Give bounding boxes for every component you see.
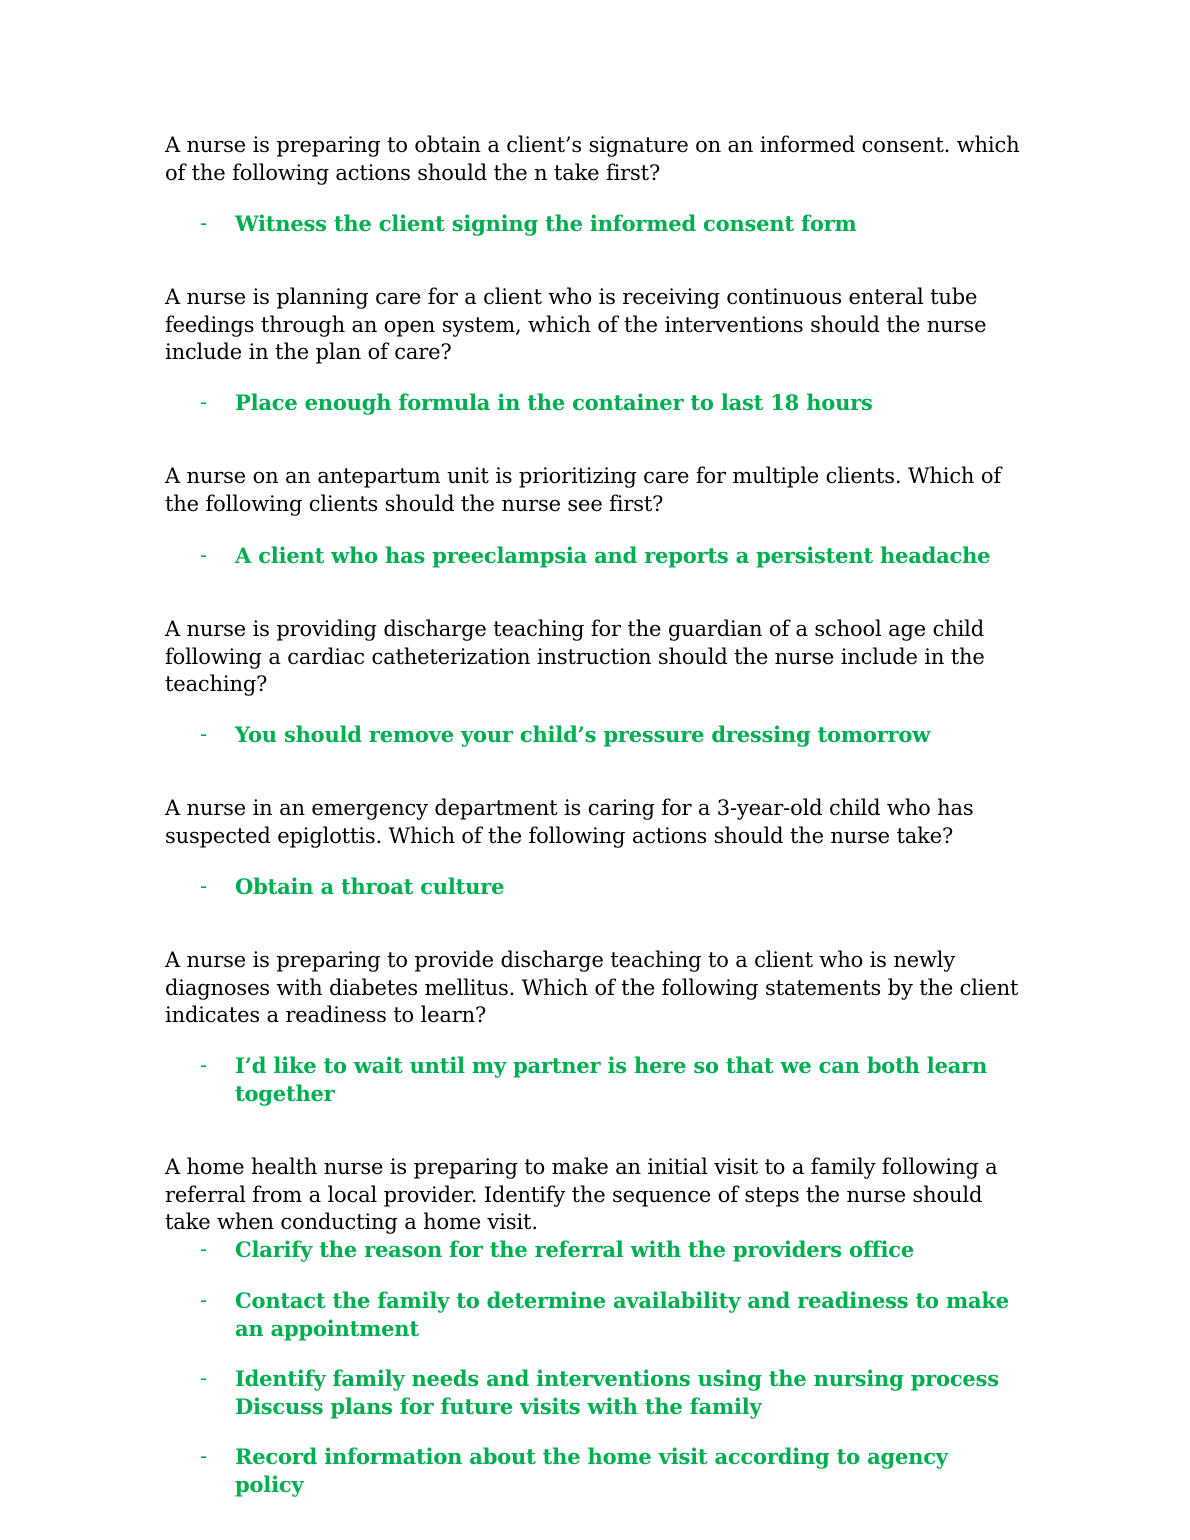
bullet-dash: - xyxy=(200,722,207,746)
question-3: A nurse on an antepartum unit is prioritizing care for multiple clients. Which of the following clients should the nurse see first? xyxy=(165,464,1001,516)
question-6: A nurse is preparing to provide discharge teaching to a client who is newly diagnoses with diabetes mellitus. Which of the following statements by the client indicates a readiness to learn? xyxy=(165,948,1019,1027)
answer-7b xyxy=(200,1287,1020,1342)
bullet-dash: - xyxy=(200,1444,207,1468)
answer-3-text: A client who has preeclampsia and reports a persistent headache xyxy=(235,543,991,568)
bullet-dash: - xyxy=(200,874,207,898)
bullet-dash: - xyxy=(200,1288,207,1312)
answer-3 xyxy=(200,542,1020,570)
answer-6-text: I’d like to wait until my partner is here so that we can both learn together xyxy=(235,1053,988,1106)
answer-7c-text: Identify family needs and interventions using the nursing process Discuss plans for future visits with the family xyxy=(235,1366,999,1419)
bullet-dash: - xyxy=(200,1237,207,1261)
question-2: A nurse is planning care for a client who is receiving continuous enteral tube feedings through an open system, which of the interventions should the nurse include in the plan of care? xyxy=(165,285,987,364)
answer-6 xyxy=(200,1052,1020,1107)
bullet-dash: - xyxy=(200,390,207,414)
question-5: A nurse in an emergency department is caring for a 3-year-old child who has suspected epiglottis. Which of the following actions should the nurse take? xyxy=(165,796,974,848)
answer-7a xyxy=(200,1236,1020,1264)
answer-5-text: Obtain a throat culture xyxy=(235,874,505,899)
answer-5 xyxy=(200,873,1020,901)
bullet-dash: - xyxy=(200,1366,207,1390)
bullet-dash: - xyxy=(200,211,207,235)
answer-4 xyxy=(200,721,1020,749)
answer-7c xyxy=(200,1365,1020,1420)
answer-4-text: You should remove your child’s pressure dressing tomorrow xyxy=(235,722,931,747)
question-7: A home health nurse is preparing to make an initial visit to a family following a referral from a local provider. Identify the sequence of steps the nurse should take when conducting a home visit. xyxy=(165,1155,998,1234)
answer-1 xyxy=(200,210,1020,238)
answer-2 xyxy=(200,389,1020,417)
answer-7a-text: Clarify the reason for the referral with the providers office xyxy=(235,1237,915,1262)
answer-7d xyxy=(200,1443,1020,1498)
answer-2-text: Place enough formula in the container to last 18 hours xyxy=(235,390,873,415)
answer-1-text: Witness the client signing the informed consent form xyxy=(235,211,857,236)
answer-7b-text: Contact the family to determine availability and readiness to make an appointment xyxy=(235,1288,1009,1341)
bullet-dash: - xyxy=(200,1053,207,1077)
question-1: A nurse is preparing to obtain a client’s signature on an informed consent. which of the following actions should the n take first? xyxy=(165,133,1020,185)
question-4: A nurse is providing discharge teaching for the guardian of a school age child following a cardiac catheterization instruction should the nurse include in the teaching? xyxy=(165,617,985,696)
bullet-dash: - xyxy=(200,543,207,567)
answer-7d-text: Record information about the home visit according to agency policy xyxy=(235,1444,948,1497)
